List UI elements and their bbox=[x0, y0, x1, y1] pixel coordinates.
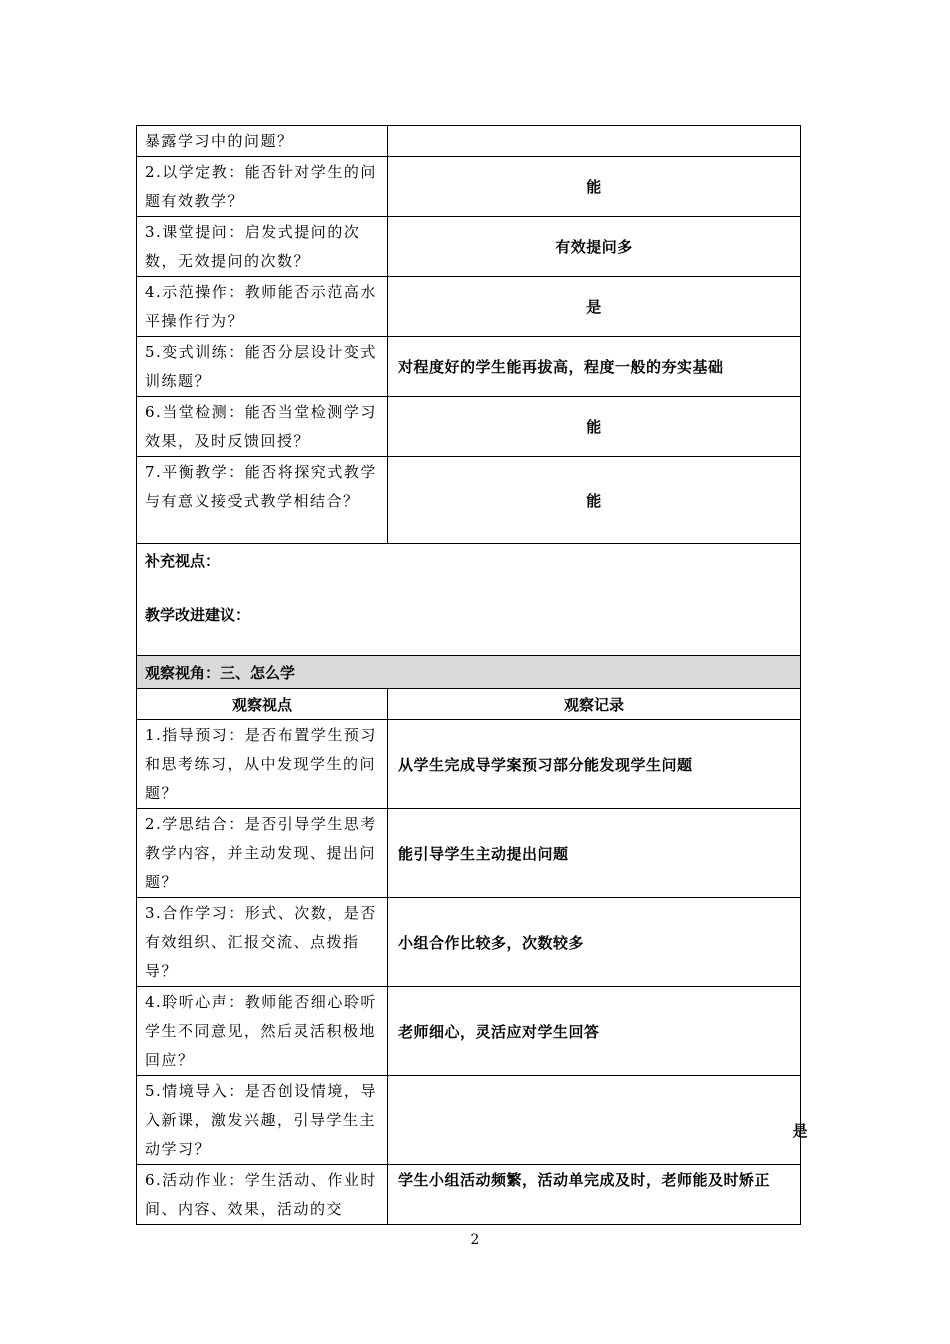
answer-cell: 能 bbox=[388, 157, 801, 217]
table-row bbox=[137, 898, 801, 987]
supplement-label: 补充视点： bbox=[145, 552, 221, 570]
question-cell: 3.合作学习：形式、次数，是否有效组织、汇报交流、点拨指导？ bbox=[137, 898, 388, 987]
table-row bbox=[137, 544, 801, 656]
header-row bbox=[137, 689, 801, 720]
answer-cell: 学生小组活动频繁，活动单完成及时，老师能及时矫正 bbox=[388, 1165, 801, 1225]
answer-text: 是 bbox=[792, 1121, 808, 1140]
header-col1: 观察视点 bbox=[137, 689, 388, 720]
question-cell: 7.平衡教学：能否将探究式教学与有意义接受式教学相结合？ bbox=[137, 457, 388, 544]
table-row bbox=[137, 987, 801, 1076]
question-cell: 6.当堂检测：能否当堂检测学习效果，及时反馈回授？ bbox=[137, 397, 388, 457]
observation-table bbox=[136, 125, 808, 1225]
table-row bbox=[137, 277, 801, 337]
table-row bbox=[137, 809, 801, 898]
answer-cell: 从学生完成导学案预习部分能发现学生问题 bbox=[388, 720, 801, 809]
answer-cell: 小组合作比较多，次数较多 bbox=[388, 898, 801, 987]
table-row bbox=[137, 720, 801, 809]
answer-cell: 老师细心，灵活应对学生回答 bbox=[388, 987, 801, 1076]
question-cell: 4.示范操作：教师能否示范高水平操作行为？ bbox=[137, 277, 388, 337]
table-row bbox=[137, 457, 801, 544]
answer-cell bbox=[388, 126, 801, 157]
question-cell: 5.情境导入：是否创设情境，导入新课，激发兴趣，引导学生主动学习？ bbox=[137, 1076, 388, 1165]
improve-label: 教学改进建议： bbox=[145, 606, 251, 624]
question-cell: 2.以学定教：能否针对学生的问题有效教学？ bbox=[137, 157, 388, 217]
table-row bbox=[137, 656, 801, 689]
question-cell: 暴露学习中的问题？ bbox=[137, 126, 388, 157]
table-row bbox=[137, 337, 801, 397]
answer-cell: 能 bbox=[388, 397, 801, 457]
answer-cell: 能 bbox=[388, 457, 801, 544]
table-row bbox=[137, 217, 801, 277]
question-cell: 1.指导预习：是否布置学生预习和思考练习，从中发现学生的问题？ bbox=[137, 720, 388, 809]
answer-cell: 是 bbox=[388, 277, 801, 337]
table-row bbox=[137, 397, 801, 457]
notes-cell bbox=[137, 544, 801, 656]
answer-cell: 能引导学生主动提出问题 bbox=[388, 809, 801, 898]
table-row bbox=[137, 126, 801, 157]
section-title: 观察视角：三、怎么学 bbox=[137, 656, 801, 689]
table-row bbox=[137, 1076, 801, 1165]
answer-cell: 有效提问多 bbox=[388, 217, 801, 277]
question-cell: 5.变式训练：能否分层设计变式训练题？ bbox=[137, 337, 388, 397]
question-cell: 2.学思结合：是否引导学生思考教学内容，并主动发现、提出问题？ bbox=[137, 809, 388, 898]
question-cell: 3.课堂提问：启发式提问的次数，无效提问的次数？ bbox=[137, 217, 388, 277]
answer-cell bbox=[388, 1076, 808, 1165]
page-number: 2 bbox=[470, 1232, 480, 1248]
header-col2: 观察记录 bbox=[388, 689, 801, 720]
question-cell: 4.聆听心声：教师能否细心聆听学生不同意见，然后灵活积极地回应？ bbox=[137, 987, 388, 1076]
table-row bbox=[137, 1165, 801, 1225]
answer-cell: 对程度好的学生能再拔高，程度一般的夯实基础 bbox=[388, 337, 801, 397]
table-row bbox=[137, 157, 801, 217]
question-cell: 6.活动作业：学生活动、作业时间、内容、效果，活动的交 bbox=[137, 1165, 388, 1225]
